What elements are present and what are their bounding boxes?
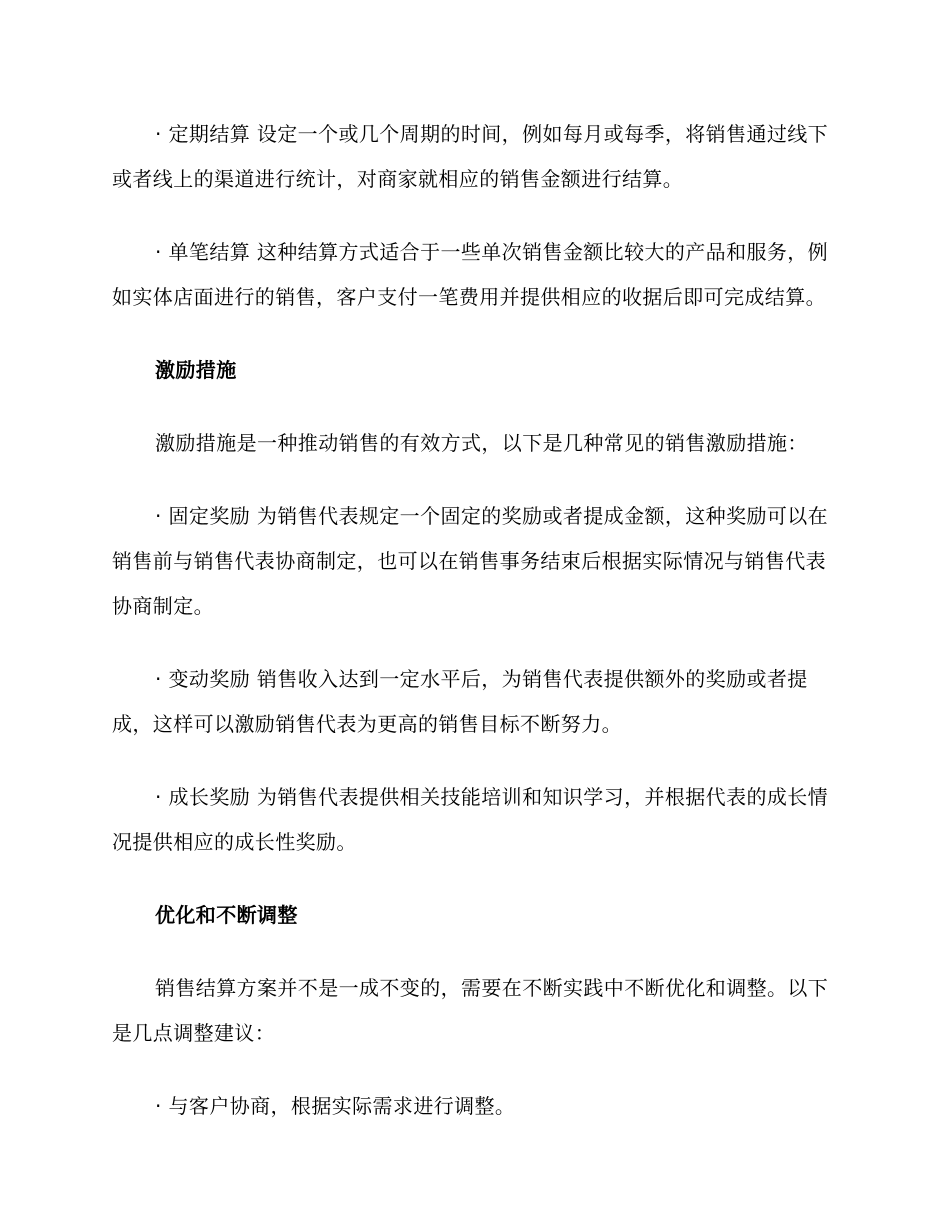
document-body <box>112 112 832 1157</box>
paragraph-variable-reward: · 变动奖励 销售收入达到一定水平后，为销售代表提供额外的奖励或者提成，这样可以激励销售代表为更高的销售目标不断努力。 <box>112 667 808 736</box>
heading-incentives: 激励措施 <box>155 358 237 382</box>
paragraph-periodic-settlement: · 定期结算 设定一个或几个周期的时间，例如每月或每季，将销售通过线下或者线上的渠道进行统计，对商家就相应的销售金额进行结算。 <box>112 122 829 191</box>
paragraph-fixed-reward: · 固定奖励 为销售代表规定一个固定的奖励或者提成金额，这种奖励可以在销售前与销售代表协商制定，也可以在销售事务结束后根据实际情况与销售代表协商制定。 <box>112 504 829 618</box>
heading-optimization: 优化和不断调整 <box>155 903 298 927</box>
paragraph-single-settlement: · 单笔结算 这种结算方式适合于一些单次销售金额比较大的产品和服务，例如实体店面进行的销售，客户支付一笔费用并提供相应的收据后即可完成结算。 <box>112 240 829 309</box>
paragraph-optimization-intro: 销售结算方案并不是一成不变的，需要在不断实践中不断优化和调整。以下是几点调整建议： <box>112 976 829 1045</box>
paragraph-growth-reward: · 成长奖励 为销售代表提供相关技能培训和知识学习，并根据代表的成长情况提供相应的成长性奖励。 <box>112 785 829 854</box>
paragraph-customer-negotiation: · 与客户协商，根据实际需求进行调整。 <box>155 1094 516 1118</box>
paragraph-incentives-intro: 激励措施是一种推动销售的有效方式，以下是几种常见的销售激励措施： <box>155 431 808 455</box>
